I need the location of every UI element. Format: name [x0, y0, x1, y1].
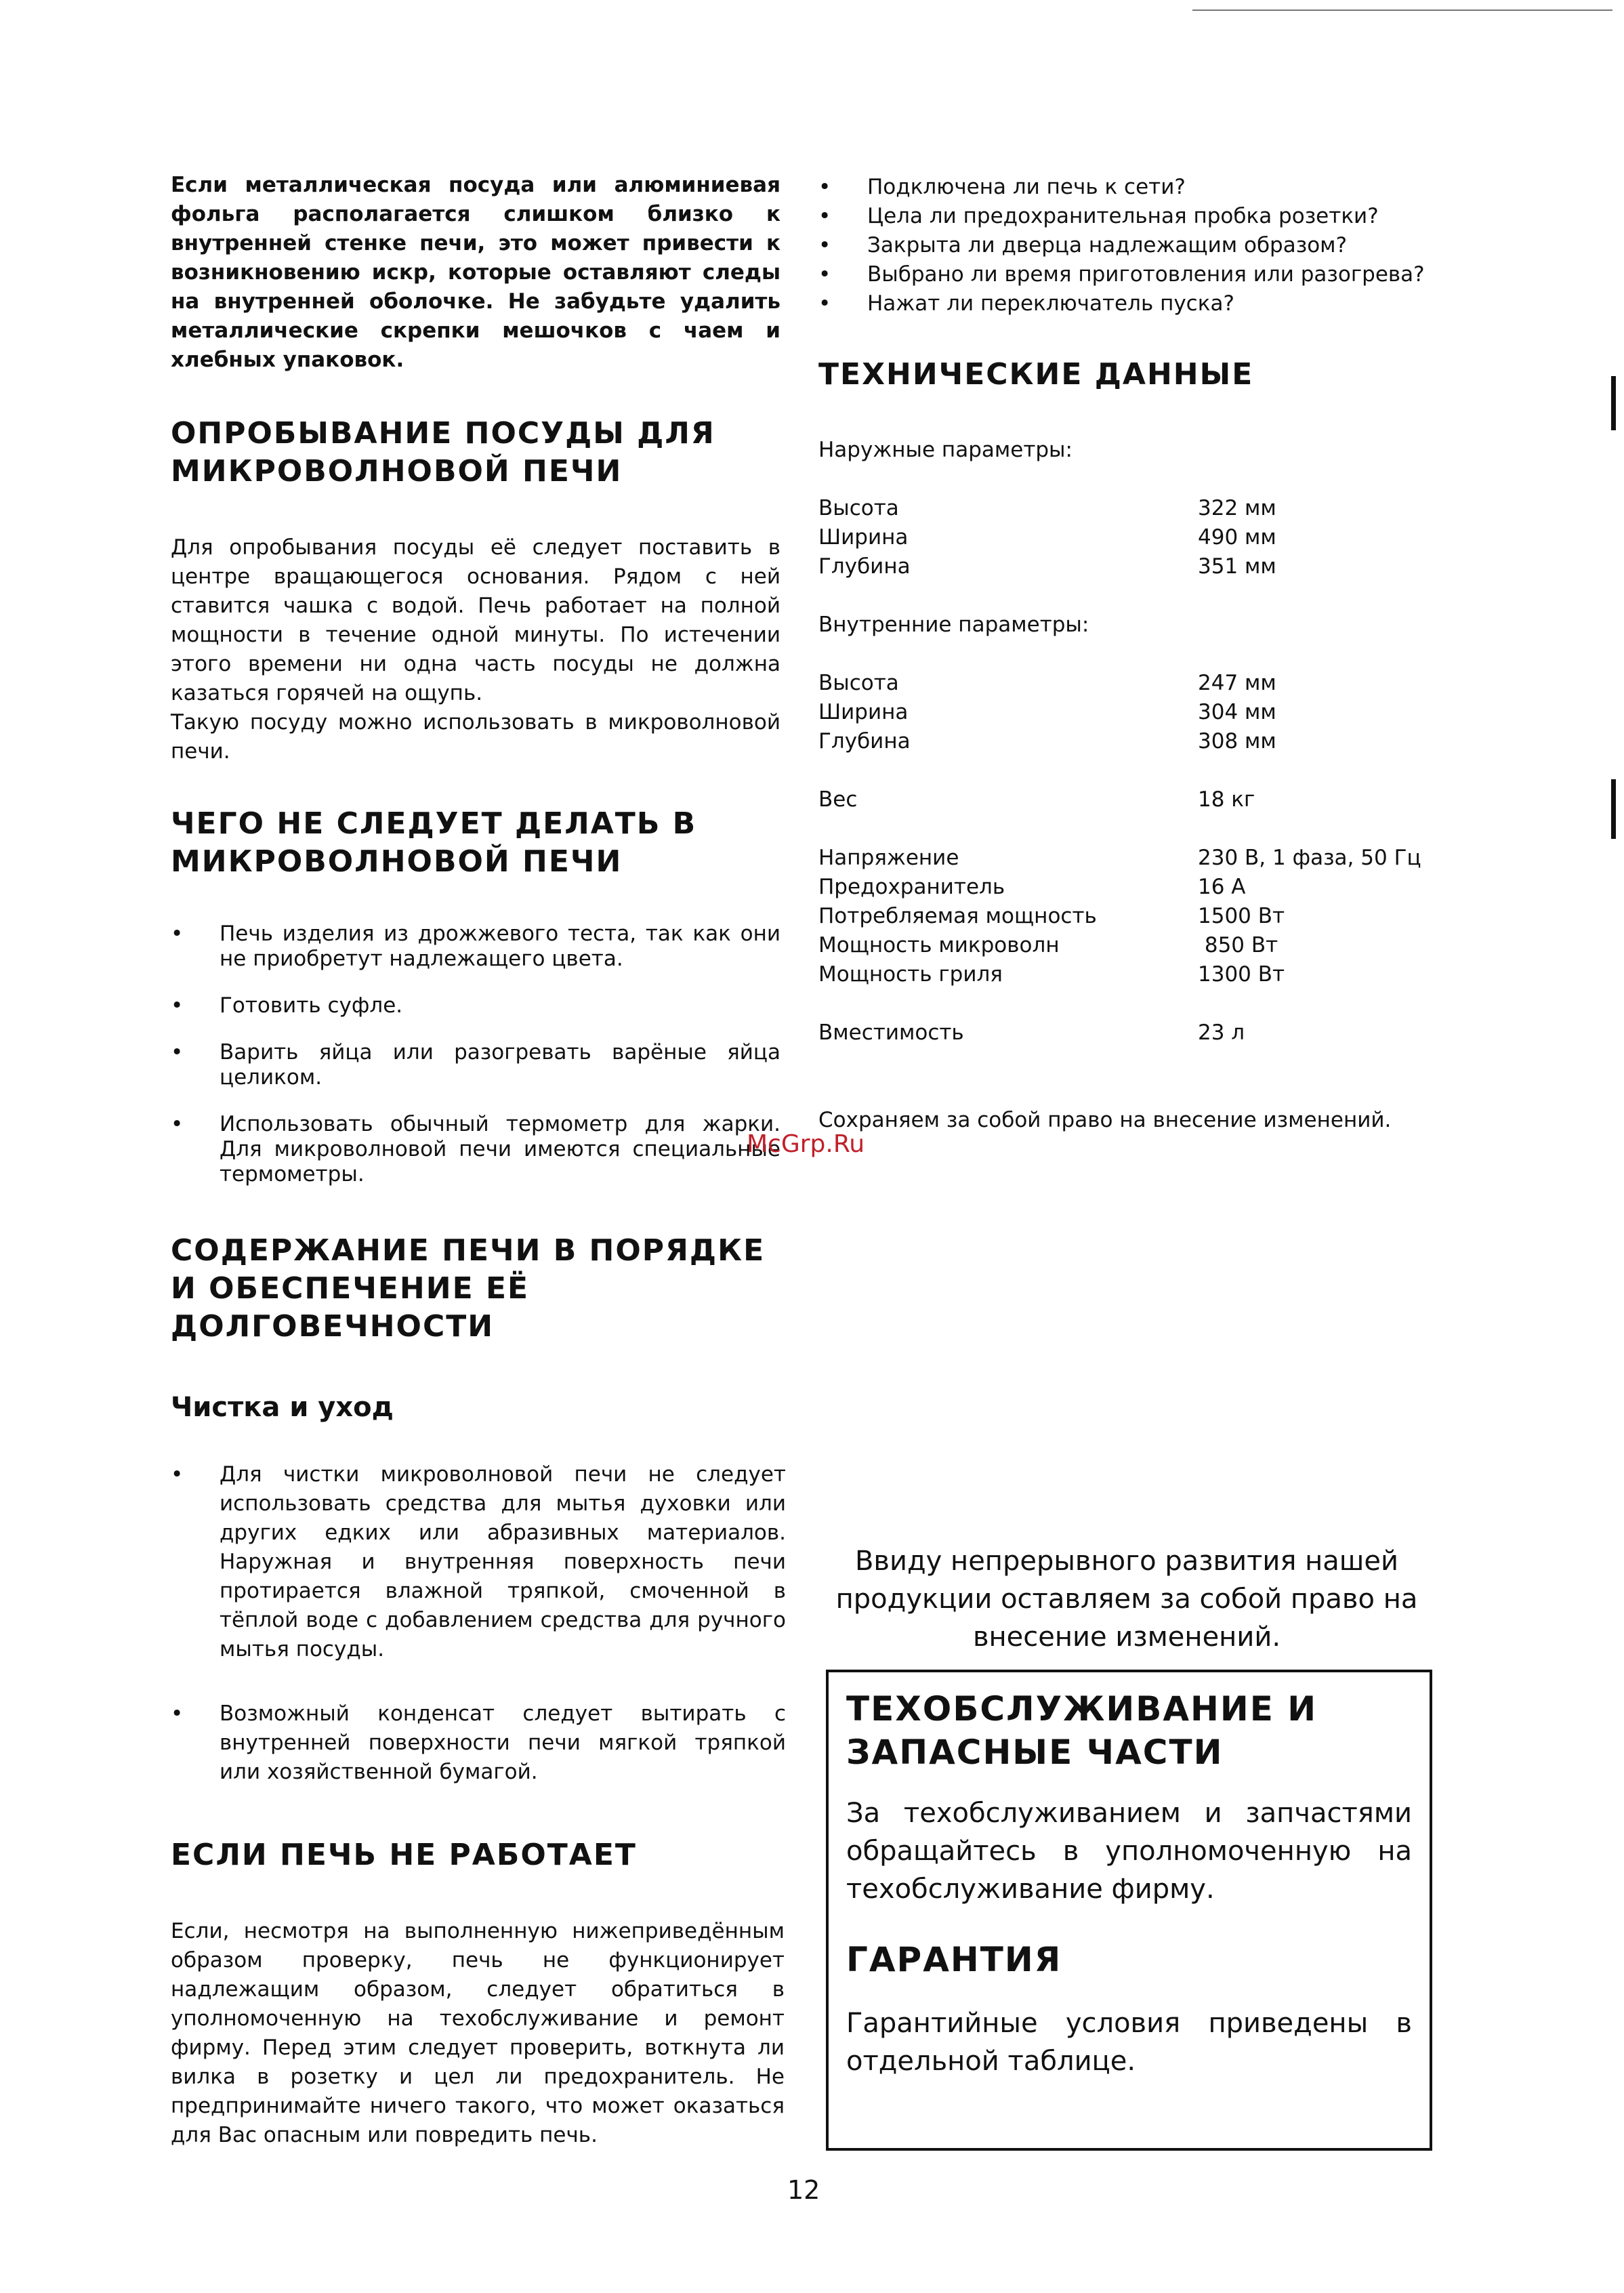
warranty-text: Гарантийные условия приведены в отдельной таблице. [846, 2008, 1412, 2077]
list-item: • Подключена ли печь к сети? [818, 175, 1186, 199]
tech-heading: ТЕХНИЧЕСКИЕ ДАННЫЕ [818, 357, 1254, 392]
test-heading: ОПРОБЫВАНИЕ ПОСУДЫ ДЛЯ МИКРОВОЛНОВОЙ ПЕЧИ [171, 416, 715, 489]
test-body [171, 533, 780, 766]
page-number: 12 [787, 2175, 820, 2205]
weight-table [818, 785, 1255, 814]
service-heading: ТЕХОБСЛУЖИВАНИЕ И ЗАПАСНЫЕ ЧАСТИ [846, 1689, 1318, 1772]
list-item: • Закрыта ли дверца надлежащим образом? [818, 233, 1348, 257]
list-item: • Печь изделия из дрожжевого теста, так как они не приобретут надлежащего цвета. [171, 922, 780, 971]
checklist [818, 173, 1435, 318]
change-notice: Ввиду непрерывного развития нашей продукции оставляем за собой право на внесение изменений. [835, 1546, 1418, 1653]
list-item: • Нажат ли переключатель пуска? [818, 291, 1234, 316]
list-item: • Использовать обычный термометр для жарки. Для микроволновой печи имеются специальные термометры. [171, 1112, 780, 1186]
service-warranty-box [826, 1670, 1432, 2151]
intro-warning [171, 171, 780, 375]
service-text: За техобслуживанием и запчастями обращайтесь в уполномоченную на техобслуживание фирму. [846, 1798, 1412, 1905]
table-row: Ширина 490 мм [818, 525, 1276, 550]
table-row: Потребляемая мощность 1500 Вт [818, 904, 1285, 928]
care-subheading: Чистка и уход [171, 1392, 394, 1423]
dont-heading: ЧЕГО НЕ СЛЕДУЕТ ДЕЛАТЬ В МИКРОВОЛНОВОЙ ПЕЧИ [171, 806, 697, 879]
inner-params-table [818, 669, 1276, 756]
table-row: Мощность гриля 1300 Вт [818, 962, 1285, 987]
tech-data [818, 436, 1435, 1135]
notworking-heading: ЕСЛИ ПЕЧЬ НЕ РАБОТАЕТ [171, 1838, 637, 1872]
table-row: Вес 18 кг [818, 787, 1255, 812]
table-row: Предохранитель 16 А [818, 875, 1246, 899]
notworking-text: Если, несмотря на выполненную нижеприведённым образом проверку, печь не функционирует надлежащим образом, следует обратиться в уполномоченную на техобслуживание и ремонт фирму. Перед этим следует проверить, воткнута ли вилка в розетку и цел ли предохранитель. Не предпринимайте ничего такого, что может оказаться для Вас опасным или повредить печь. [171, 1919, 785, 2147]
outer-params-label: Наружные параметры: [818, 438, 1073, 462]
watermark: McGrp.Ru [747, 1130, 865, 1158]
table-row: Глубина 308 мм [818, 729, 1276, 753]
care-heading: СОДЕРЖАНИЕ ПЕЧИ В ПОРЯДКЕ И ОБЕСПЕЧЕНИЕ ЕЁ ДОЛГОВЕЧНОСТИ [171, 1233, 766, 1344]
table-row: Напряжение 230 В, 1 фаза, 50 Гц [818, 846, 1421, 870]
test-paragraph-2: Такую посуду можно использовать в микроволновой печи. [171, 710, 780, 764]
table-row: Глубина 351 мм [818, 554, 1276, 579]
list-item: • Для чистки микроволновой печи не следует использовать средства для мытья духовки или других едких или абразивных материалов. Наружная и внутренняя поверхность печи протирается влажной тряпкой, смоченной в тёплой воде с добавлением средства для ручного мытья посуды. [171, 1462, 786, 1661]
top-rule [1192, 9, 1612, 11]
edge-bar-lower [1611, 779, 1616, 839]
test-paragraph-1: Для опробывания посуды её следует поставить в центре вращающегося основания. Рядом с ней ставится чашка с водой. Печь работает на полной мощности в течение одной минуты. По истечении этого времени ни одна часть посуды не должна казаться горячей на ощупь. [171, 535, 780, 705]
table-row: Ширина 304 мм [818, 700, 1276, 724]
table-row: Высота 322 мм [818, 496, 1276, 520]
table-row: Высота 247 мм [818, 671, 1276, 695]
edge-bar-upper [1611, 376, 1616, 430]
list-item: • Варить яйца или разогревать варёные яйца целиком. [171, 1040, 780, 1090]
dont-list [171, 922, 780, 1187]
notworking-body [171, 1917, 785, 2150]
care-list [171, 1460, 786, 1787]
capacity-table [818, 1018, 1245, 1048]
table-row: Вместимость 23 л [818, 1020, 1245, 1045]
list-item: • Возможный конденсат следует вытирать с внутренней поверхности печи мягкой тряпкой или хозяйственной бумагой. [171, 1701, 786, 1784]
warranty-heading: ГАРАНТИЯ [846, 1940, 1062, 1979]
list-item: • Цела ли предохранительная пробка розетки? [818, 204, 1379, 228]
inner-params-label: Внутренние параметры: [818, 613, 1089, 637]
electric-table [818, 844, 1421, 989]
outer-params-table [818, 494, 1276, 581]
list-item: • Выбрано ли время приготовления или разогрева? [818, 262, 1425, 287]
tech-reserve-note: Сохраняем за собой право на внесение изменений. [818, 1108, 1392, 1132]
table-row: Мощность микроволн 850 Вт [818, 933, 1278, 957]
list-item: • Готовить суфле. [171, 993, 403, 1018]
intro-text: Если металлическая посуда или алюминиевая фольга располагается слишком близко к внутренней стенке печи, это может привести к возникновению искр, которые оставляют следы на внутренней оболочке. Не забудьте удалить металлические скрепки мешочков с чаем и хлебных упаковок. [171, 173, 780, 372]
